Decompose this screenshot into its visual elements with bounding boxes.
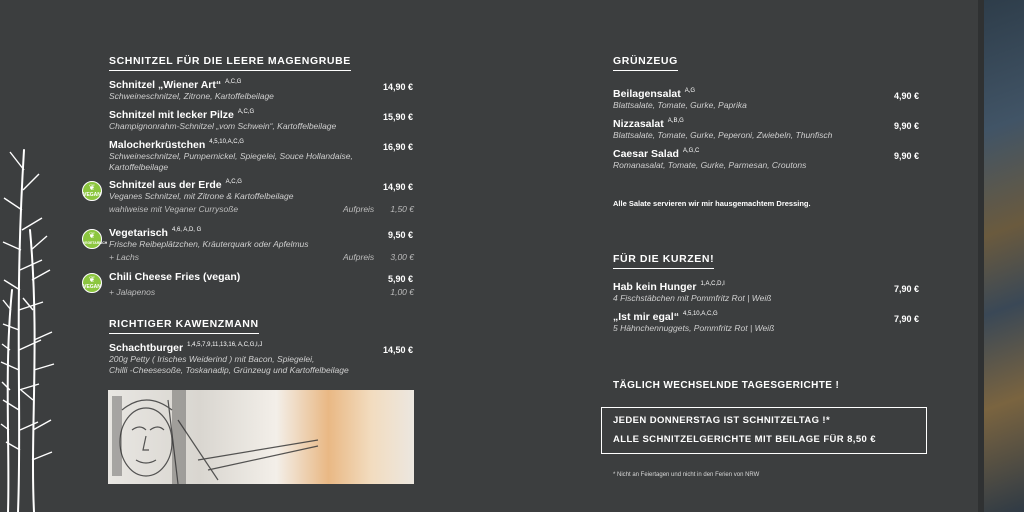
rosemary-illustration bbox=[0, 110, 80, 512]
item-name: Schnitzel „Wiener Art“ bbox=[109, 79, 222, 91]
item-name: Schnitzel mit lecker Pilze bbox=[109, 109, 234, 121]
item-description: 5 Hähnchennuggets, Pommfritz Rot | Weiß bbox=[613, 323, 775, 333]
item-price: 7,90 € bbox=[893, 284, 919, 294]
item-description: Romanasalat, Tomate, Gurke, Parmesan, Croutons bbox=[613, 160, 807, 170]
allergen-codes: A,B,G bbox=[667, 118, 684, 124]
allergen-codes: A,C,G bbox=[225, 179, 242, 185]
dressing-note: Alle Salate servieren wir mir hausgemachtem Dressing. bbox=[613, 199, 811, 208]
item-description: Veganes Schnitzel, mit Zitrone & Kartoffelbeilage bbox=[109, 191, 294, 201]
menu-item bbox=[109, 342, 379, 376]
item-price: 4,90 € bbox=[893, 91, 919, 101]
allergen-codes: A,G bbox=[684, 88, 696, 94]
item-name: Schnitzel aus der Erde bbox=[109, 179, 222, 191]
item-name: Nizzasalat bbox=[613, 118, 664, 130]
item-description: 200g Petty ( Irisches Weiderind ) mit Bacon, Spiegelei, bbox=[109, 354, 315, 364]
item-name: Caesar Salad bbox=[613, 148, 679, 160]
section-title-schnitzel: SCHNITZEL FÜR DIE LEERE MAGENGRUBE bbox=[109, 55, 351, 71]
item-price: 9,50 € bbox=[387, 230, 413, 240]
item-description: Champignonrahm-Schnitzel „vom Schwein“, Kartoffelbeilage bbox=[109, 121, 337, 131]
menu-item bbox=[109, 271, 389, 283]
allergen-codes: 4,5,10,A,C,G bbox=[209, 139, 244, 145]
item-price: 7,90 € bbox=[893, 314, 919, 324]
allergen-codes: A,C,G bbox=[225, 79, 242, 85]
item-name: Malocherkrüstchen bbox=[109, 139, 206, 151]
vegan-badge-icon: ❦ VEGAN bbox=[82, 273, 102, 293]
menu-item bbox=[109, 79, 389, 102]
option-price: 1,00 € bbox=[390, 287, 414, 297]
item-name: Vegetarisch bbox=[109, 227, 168, 239]
menu-item bbox=[613, 118, 873, 141]
restaurant-photo bbox=[108, 390, 414, 484]
menu-item bbox=[613, 311, 873, 334]
menu-item bbox=[109, 109, 389, 132]
menu-item bbox=[109, 179, 389, 202]
footnote: * Nicht an Feiertagen und nicht in den Ferien von NRW bbox=[613, 472, 760, 478]
item-description: 4 Fischstäbchen mit Pommfritz Rot | Weiß bbox=[613, 293, 772, 303]
allergen-codes: A,C,G bbox=[237, 109, 255, 115]
option-label: wahlweise mit Veganer Currysoße bbox=[109, 204, 239, 214]
allergen-codes: 4,5,10,A,C,G bbox=[682, 311, 718, 317]
schnitzel-day-line: JEDEN DONNERSTAG IST SCHNITZELTAG !* bbox=[613, 415, 831, 426]
item-name: Beilagensalat bbox=[613, 88, 681, 100]
item-price: 5,90 € bbox=[387, 274, 413, 284]
option-price: 1,50 € bbox=[390, 204, 414, 214]
allergen-codes: 4,6, A,D, G bbox=[171, 227, 202, 233]
item-name: Chili Cheese Fries (vegan) bbox=[109, 271, 241, 283]
schnitzel-day-offer: ALLE SCHNITZELGERICHTE MIT BEILAGE FÜR 8,50 € bbox=[613, 434, 876, 445]
section-title-kids: FÜR DIE KURZEN! bbox=[613, 253, 714, 269]
item-price: 9,90 € bbox=[893, 121, 919, 131]
menu-item bbox=[613, 148, 873, 171]
surcharge-label: Aufpreis bbox=[343, 252, 375, 262]
item-price: 14,90 € bbox=[382, 182, 413, 192]
portrait-sketch bbox=[108, 390, 414, 484]
option-label: + Lachs bbox=[109, 252, 140, 262]
item-description: Blattsalate, Tomate, Gurke, Paprika bbox=[613, 100, 747, 110]
option-label: + Jalapenos bbox=[109, 287, 156, 297]
menu-item bbox=[109, 227, 389, 250]
vegetarian-badge-icon: ❦ VEGETARISCH bbox=[82, 229, 102, 249]
item-description: Schweineschnitzel, Zitrone, Kartoffelbeilage bbox=[109, 91, 274, 101]
item-price: 14,50 € bbox=[382, 345, 413, 355]
vegan-badge-icon: ❦ VEGAN bbox=[82, 181, 102, 201]
item-name: Schachtburger bbox=[109, 342, 184, 354]
allergen-codes: A,G,C bbox=[682, 148, 700, 154]
item-description: Frische Reibeplätzchen, Kräuterquark oder Apfelmus bbox=[109, 239, 309, 249]
section-title-gruenzeug: GRÜNZEUG bbox=[613, 55, 678, 71]
item-description: Blattsalate, Tomate, Gurke, Peperoni, Zwiebeln, Thunfisch bbox=[613, 130, 833, 140]
item-price: 16,90 € bbox=[382, 142, 413, 152]
option-price: 3,00 € bbox=[390, 252, 414, 262]
item-name: Hab kein Hunger bbox=[613, 281, 697, 293]
menu-item bbox=[613, 281, 873, 304]
allergen-codes: 1,4,5,7,9,11,13,16, A,C,G,I,J bbox=[187, 342, 263, 348]
item-price: 15,90 € bbox=[382, 112, 413, 122]
section-title-kawenzmann: RICHTIGER KAWENZMANN bbox=[109, 318, 259, 334]
item-name: „Ist mir egal“ bbox=[613, 311, 679, 323]
allergen-codes: 1,A,C,D,I bbox=[700, 281, 725, 287]
item-price: 9,90 € bbox=[893, 151, 919, 161]
surcharge-label: Aufpreis bbox=[343, 204, 375, 214]
menu-item bbox=[109, 139, 371, 173]
decorative-artwork bbox=[984, 0, 1024, 512]
daily-specials-heading: TÄGLICH WECHSELNDE TAGESGERICHTE ! bbox=[613, 380, 840, 391]
item-description: Schweineschnitzel, Pumpernickel, Spiegelei, Souce Hollandaise, Kartoffelbeilage bbox=[109, 151, 353, 172]
menu-item bbox=[613, 88, 873, 111]
item-price: 14,90 € bbox=[382, 82, 413, 92]
item-description: Chilli -Cheesesoße, Toskanadip, Grünzeug und Kartoffelbeilage bbox=[109, 365, 349, 375]
